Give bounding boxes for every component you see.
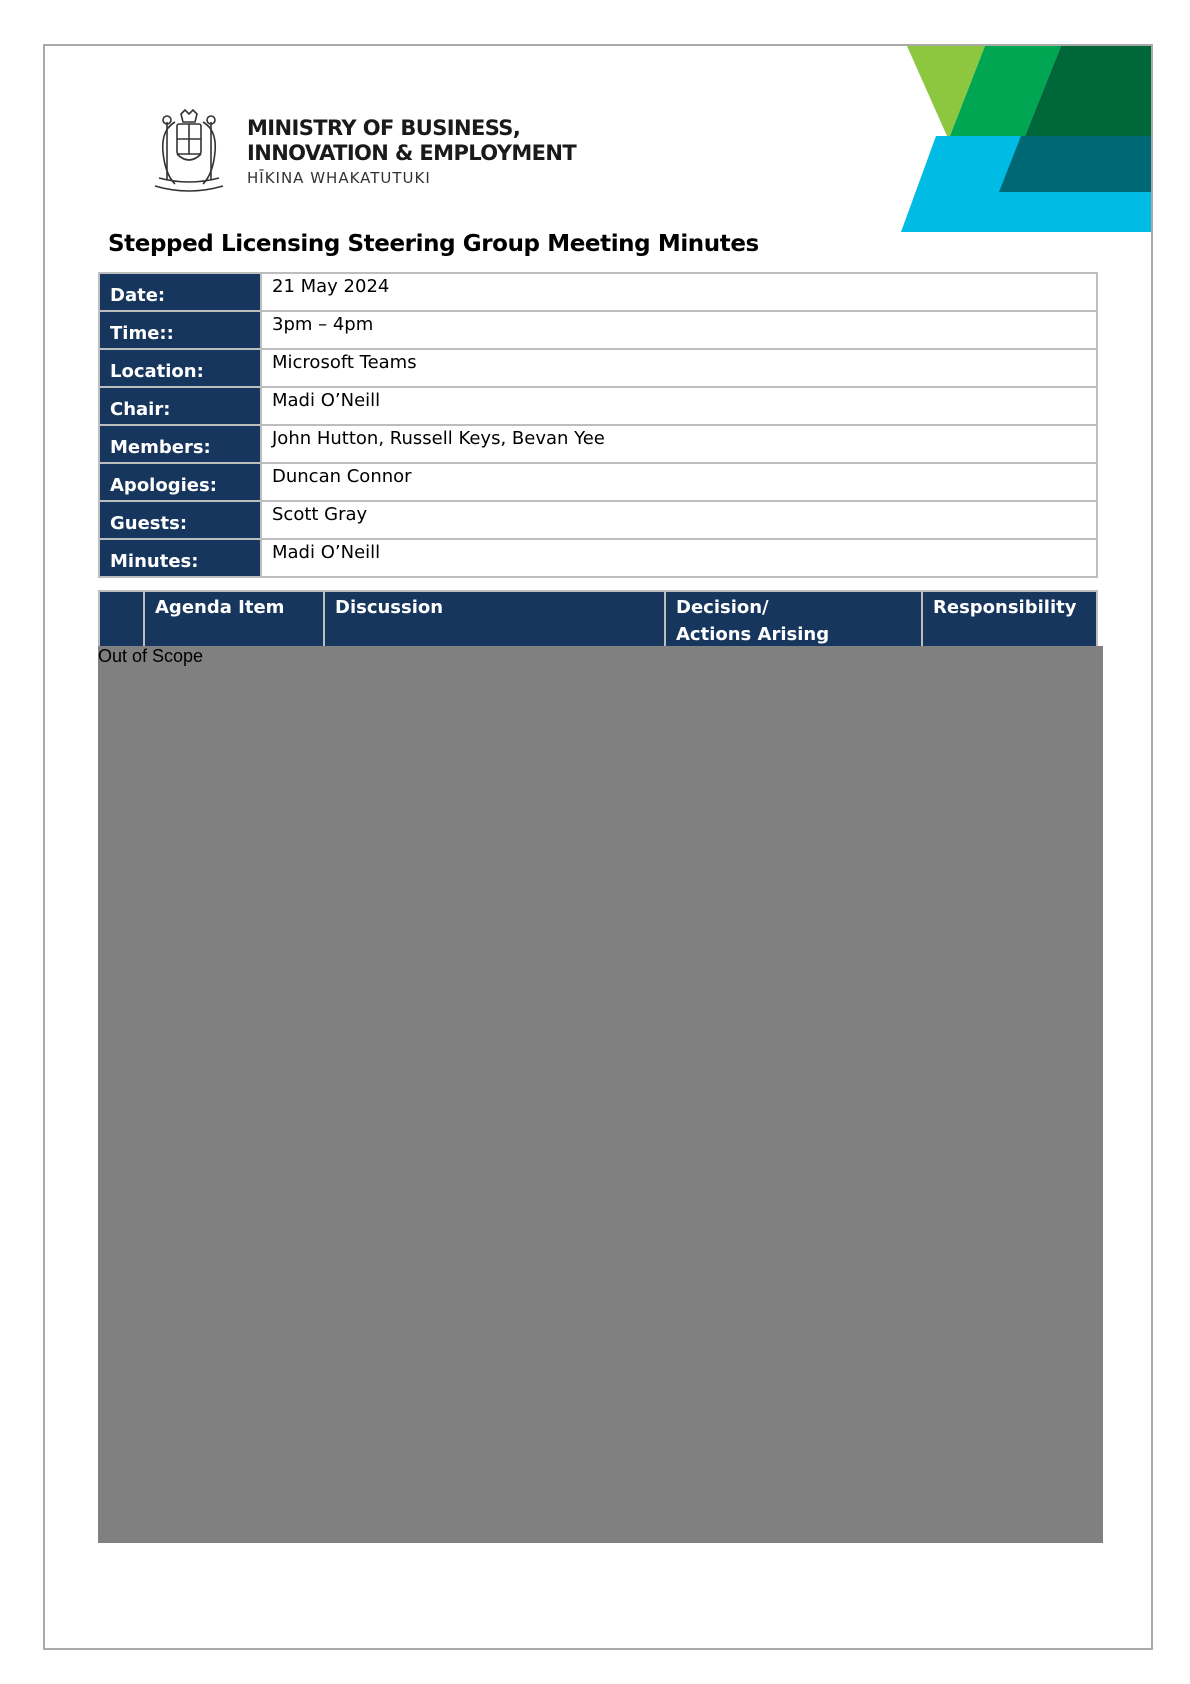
members-value: John Hutton, Russell Keys, Bevan Yee — [261, 425, 1097, 463]
date-value: 21 May 2024 — [261, 273, 1097, 311]
mbie-logo — [147, 108, 597, 204]
table-header-row — [99, 591, 1097, 649]
minutes-label: Minutes: — [99, 539, 261, 577]
chair-label: Chair: — [99, 387, 261, 425]
nz-coat-of-arms-icon — [147, 108, 231, 194]
organisation-name — [247, 116, 576, 187]
column-header-number — [99, 591, 144, 649]
time-label: Time:: — [99, 311, 261, 349]
table-row — [99, 463, 1097, 501]
brand-corner-graphic — [901, 46, 1151, 232]
table-row — [99, 349, 1097, 387]
time-value: 3pm – 4pm — [261, 311, 1097, 349]
column-header-decision — [665, 591, 922, 649]
decision-header-line-2: Actions Arising — [676, 624, 830, 645]
meeting-details-table — [98, 272, 1098, 578]
apologies-label: Apologies: — [99, 463, 261, 501]
minutes-value: Madi O’Neill — [261, 539, 1097, 577]
guests-label: Guests: — [99, 501, 261, 539]
apologies-value: Duncan Connor — [261, 463, 1097, 501]
members-label: Members: — [99, 425, 261, 463]
table-row — [99, 311, 1097, 349]
location-value: Microsoft Teams — [261, 349, 1097, 387]
redaction-label: Out of Scope — [98, 646, 204, 666]
table-row — [99, 539, 1097, 577]
redaction-block — [98, 646, 1103, 1543]
table-row — [99, 425, 1097, 463]
decision-header-line-1: Decision/ — [676, 597, 769, 618]
table-row — [99, 273, 1097, 311]
column-header-agenda-item: Agenda Item — [144, 591, 324, 649]
date-label: Date: — [99, 273, 261, 311]
organisation-line-1: MINISTRY OF BUSINESS, — [247, 116, 521, 140]
chair-value: Madi O’Neill — [261, 387, 1097, 425]
organisation-line-2: INNOVATION & EMPLOYMENT — [247, 141, 577, 165]
organisation-maori-name: HĪKINA WHAKATUTUKI — [247, 169, 431, 187]
column-header-responsibility: Responsibility — [922, 591, 1097, 649]
table-row — [99, 501, 1097, 539]
document-page — [43, 44, 1153, 1650]
table-row — [99, 387, 1097, 425]
page-title: Stepped Licensing Steering Group Meeting Minutes — [108, 231, 759, 257]
agenda-table-header — [98, 590, 1098, 650]
location-label: Location: — [99, 349, 261, 387]
column-header-discussion: Discussion — [324, 591, 665, 649]
guests-value: Scott Gray — [261, 501, 1097, 539]
